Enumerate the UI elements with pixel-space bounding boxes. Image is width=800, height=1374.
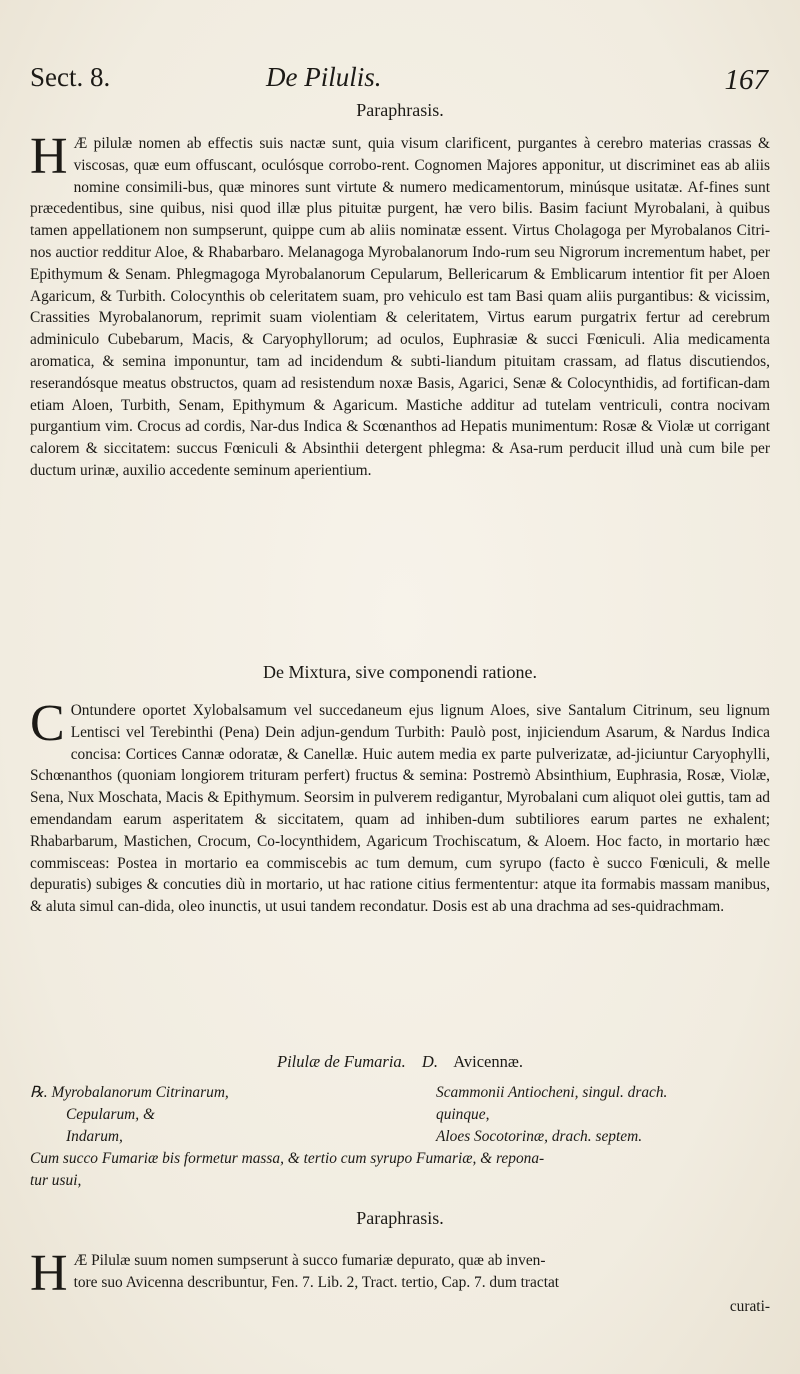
mixtura-heading: De Mixtura, sive componendi ratione.	[263, 662, 537, 682]
drop-cap: H	[30, 128, 68, 185]
recipe-letter: D.	[421, 1052, 438, 1071]
recipe-ingredients-left	[30, 1082, 229, 1147]
running-head	[30, 62, 768, 102]
recipe-title	[0, 1052, 800, 1072]
recipe-name: Pilulæ de Fumaria.	[277, 1052, 406, 1071]
ingredient-line: Scammonii Antiocheni, singul. drach.	[436, 1084, 668, 1101]
recipe-instructions	[30, 1148, 770, 1192]
drop-cap: H	[30, 1245, 68, 1302]
recipe-ingredients-right	[436, 1082, 667, 1147]
paragraph-line: Æ Pilulæ suum nomen sumpserunt à succo fumariæ depurato, quæ ab inven-	[73, 1252, 546, 1269]
instruction-line: tur usui,	[30, 1171, 82, 1189]
page-number: 167	[724, 64, 768, 96]
ingredient-line: quinque,	[436, 1105, 490, 1123]
ingredient-line: ℞. Myrobalanorum Citrinarum,	[30, 1084, 229, 1101]
recipe-author: Avicennæ.	[453, 1052, 523, 1071]
catchword: curati-	[729, 1298, 770, 1315]
paraphrasis-heading-2: Paraphrasis.	[356, 1208, 444, 1228]
paraphrasis-heading-1: Paraphrasis.	[356, 100, 444, 120]
ingredient-line: Cepularum, &	[66, 1105, 155, 1123]
instruction-line: Cum succo Fumariæ bis formetur massa, & tertio cum syrupo Fumariæ, & repona-	[30, 1150, 545, 1167]
paragraph-text: Ontundere oportet Xylobalsamum vel succedaneum ejus lignum Aloes, sive Santalum Citrinum, seu lignum Lentisci vel Terebinthi (Pena) Dein adjun-gendum Turbith: Paulò post, injiciendum Asarum, & Nardus Indica concisa: Cortices Cannæ odoratæ, & Canellæ. Huic autem media ex parte pulverizatæ, ad-jiciuntur Caryophylli, Schœnanthos (quoniam longiorem trituram perfert) fructus & semina: Postremò Absinthium, Euphrasia, Rosæ, Violæ, Sena, Nux Moschata, Macis & Epithymum. Seorsim in pulverem redigantur, Myrobalani cum aliquot olei guttis, tam ad emendandam earum asperitatem & siccitatem, quam ad inhiben-dum subtiliores earum partes ne exhalent; Rhabarbarum, Mastichen, Crocum, Co-locynthidem, Agaricum Trochiscatum, & Aloem. Hoc facto, in mortario hæc commisceas: Postea in mortario ea commiscebis ac tum demum, cum syrupo (facto è succo Fœniculi, & melle depuratis) subiges & concuties diù in mortario, ut hac ratione citius fermententur: atque ita formabis massam manibus, & aluta simul can-dida, oleo inunctis, ut usui tandem recondatur. Dosis est ab una drachma ad ses-quidrachmam.	[30, 702, 770, 916]
running-title: De Pilulis.	[266, 62, 382, 92]
section-label: Sect. 8.	[30, 62, 111, 92]
drop-cap: C	[30, 695, 65, 752]
paraphrasis-paragraph-1	[30, 128, 770, 482]
ingredient-line: Indarum,	[66, 1127, 123, 1145]
paraphrasis-paragraph-2	[30, 1245, 770, 1302]
paragraph-line: tore suo Avicenna describuntur, Fen. 7. Lib. 2, Tract. tertio, Cap. 7. dum tractat	[73, 1273, 560, 1291]
paragraph-text: Æ pilulæ nomen ab effectis suis nactæ sunt, quia visum clarificent, purgantes à cerebro materias crassas & viscosas, quæ eum offuscant, oculósque corrobo-rent. Cognomen Majores apponitur, ut discriminet eas ab aliis nomine consimili-bus, quæ minores sunt virtute & numero medicamentorum, minúsque usitatæ. Af-fines sunt præcedentibus, sine quibus, nisi quod illæ plus pituitæ purgent, hæ vero bilis. Basim faciunt Myrobalani, à quibus tamen appellationem non sumpserunt, quippe cum ab aliis nominatæ essent. Virtus Cholagoga per Myrobalanos Citri-nos auctior redditur Aloe, & Rhabarbaro. Melanagoga Myrobalanorum Indo-rum seu Nigrorum incrementum habet, per Epithymum & Senam. Phlegmagoga Myrobalanorum Cepularum, Bellericarum & Emblicarum intentior fit per Aloen Agaricum, & Turbith. Colocynthis ob celeritatem suam, pro vehiculo est tam Basi quam aliis purgantibus: & vicissim, Crassities Myrobalanorum, reprimit suam violentiam & celeritatem, Virtus earum purgatrix fertur ad cerebrum adminiculo Cubebarum, Macis, & Caryophyllorum; ad oculos, Euphrasiæ & succi Fœniculi. Alia medicamenta aromatica, & semina imponuntur, tam ad incidendum & subti-liandum pituitam crassam, ad flatus discutiendos, reserandósque meatus obstructos, quam ad resistendum noxæ Basis, Agarici, Senæ & Colocynthidis, ad fortifican-dam etiam Aloen, Turbith, Senam, Epithymum & Agaricum. Mastiche additur ad tutelam ventriculi, contra nocivam purgantium vim. Crocus ad cordis, Nar-dus Indica & Scœnanthos ad Hepatis munimentum: Rosæ & Violæ ut corrigant calorem & siccitatem: succus Fœniculi & Absinthii detergent phlegma: & Asa-rum perducit illud unà cum bile per ductum urinæ, auxilio accedente seminum aperientium.	[30, 135, 770, 479]
ingredient-line: Aloes Socotorinæ, drach. septem.	[436, 1127, 643, 1145]
mixtura-paragraph	[30, 695, 770, 918]
